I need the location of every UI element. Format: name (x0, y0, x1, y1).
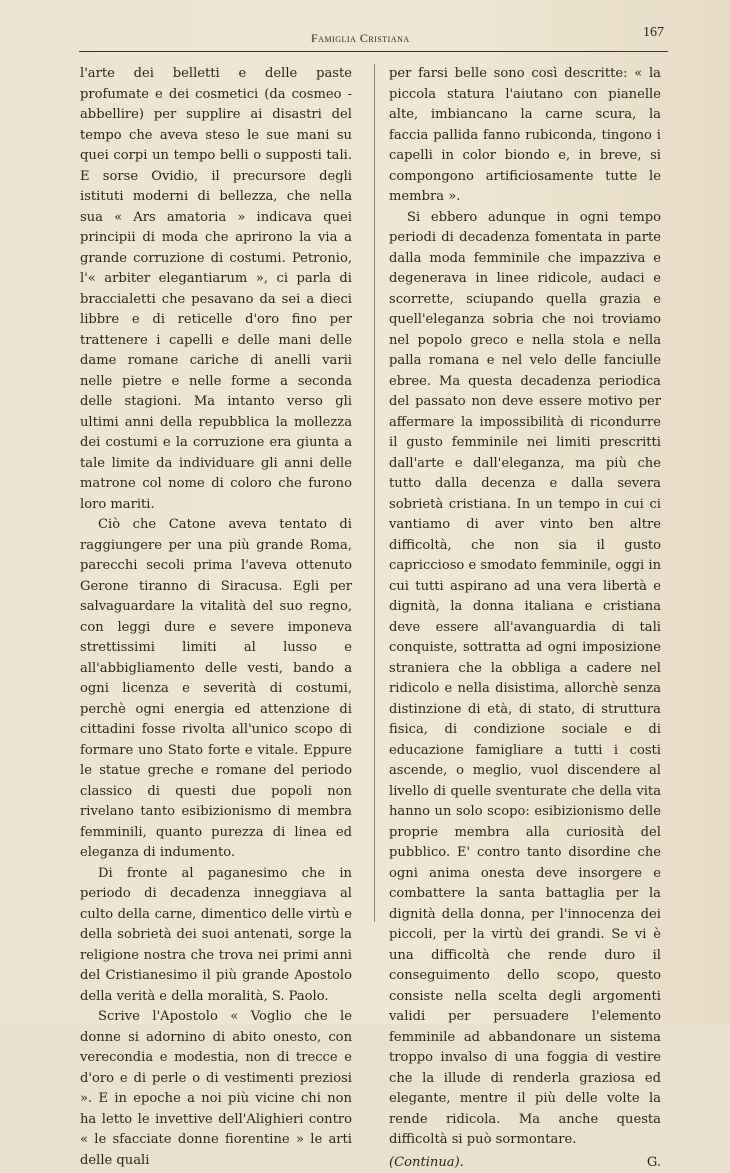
paragraph: Ciò che Catone aveva tentato di raggiungere per una più grande Roma, parecchi secoli prima l'aveva ottenuto Gerone tiranno di Siracusa. Egli per salvaguardare la vitalità del suo regno, con leggi dure e severe imponeva strettissimi limiti al lusso e all'abbigliamento delle vesti, bando a ogni licenza e severità di costumi, perchè ogni energia ed attenzione di cittadini fosse rivolta all'unico scopo di formare uno Stato forte e vitale. Eppure le statue greche e romane del periodo classico di questi due popoli non rivelano tanto esibizionismo di membra femminili, quanto purezza di linea ed eleganza di indumento. (80, 515, 352, 864)
article-footer (389, 1153, 661, 1173)
paragraph: Di fronte al paganesimo che in periodo di decadenza inneggiava al culto della carne, dimentico delle virtù e della sobrietà dei suoi antenati, sorge la religione nostra che trova nei primi anni del Cristianesimo il più grande Apostolo della verità e della moralità, S. Paolo. (80, 864, 352, 1008)
page-number: 167 (643, 25, 664, 41)
paragraph: Si ebbero adunque in ogni tempo periodi di decadenza fomentata in parte dalla moda femminile che impazziva e degenerava in linee ridicole, audaci e scorrette, sciupando quella grazia e quell'eleganza sobria che noi troviamo nel popolo greco e nella stola e nella palla romana e nel velo delle fanciulle ebree. Ma questa decadenza periodica del passato non deve essere motivo per affermare la impossibilità di ricondurre il gusto femminile nei limiti prescritti dall'arte e dall'eleganza, ma più che tutto dalla decenza e dalla severa sobrietà cristiana. In un tempo in cui ci vantiamo di aver vinto ben altre difficoltà, che non sia il gusto capriccioso e smodato femminile, oggi in cui tutti aspirano ad una vera libertà e dignità, la donna italiana e cristiana deve essere all'avanguardia di tali conquiste, sottratta ad ogni imposizione straniera che la obbliga a cadere nel ridicolo e nella disistima, allorchè senza distinzione di età, di stato, di struttura fisica, di condizione sociale e di educazione famigliare a tutti i costi ascende, o meglio, vuol discendere al livello di quelle sventurate che della vita hanno un solo scopo: esibizionismo delle proprie membra alla curiosità del pubblico. E' contro tanto disordine che ogni anima onesta deve insorgere e combattere la santa battaglia per la dignità della donna, per l'innocenza dei piccoli, per la virtù dei grandi. Se vi è una difficoltà che rende duro il conseguimento dello scopo, questo consiste nella scelta degli argomenti validi per persuadere l'elemento femminile ad abbandonare un sistema troppo invalso di una foggia di vestire che la illude di renderla graziosa ed elegante, mentre il più delle volte la rende ridicola. Ma anche questa difficoltà si può sormontare. (389, 208, 661, 1151)
running-title: Famiglia Cristiana (311, 31, 410, 46)
continued-note: (Continua). (389, 1153, 464, 1173)
paragraph: Scrive l'Apostolo « Voglio che le donne si adornino di abito onesto, con verecondia e modestia, non di trecce e d'oro e di perle o di vestimenti preziosi ». E in epoche a noi più vicine chi non ha letto le invettive dell'Alighieri contro « le sfacciate donne fiorentine » le arti delle quali (80, 1007, 352, 1171)
author-signature: G. (647, 1153, 661, 1173)
column-divider (374, 64, 375, 922)
header-rule (79, 51, 668, 52)
left-column (80, 64, 352, 1171)
right-column (389, 64, 661, 1173)
page-header (79, 24, 669, 50)
paragraph: per farsi belle sono così descritte: « la piccola statura l'aiutano con pianelle alte, imbiancano la carne scura, la faccia pallida fanno rubiconda, tingono i capelli in color biondo e, in breve, si compongono artificiosamente tutte le membra ». (389, 64, 661, 208)
paragraph: l'arte dei belletti e delle paste profumate e dei cosmetici (da cosmeo - abbellire) per supplire ai disastri del tempo che aveva steso le sue mani su quei corpi un tempo belli o supposti tali. E sorse Ovidio, il precursore degli istituti moderni di bellezza, che nella sua « Ars amatoria » indicava quei principii di moda che aprirono la via a grande corruzione di costumi. Petronio, l'« arbiter elegantiarum », ci parla di braccialetti che pesavano da sei a dieci libbre e di reticelle d'oro fino per trattenere i capelli e delle mani delle dame romane cariche di anelli varii nelle pietre e nelle forme a seconda delle stagioni. Ma intanto verso gli ultimi anni della repubblica la mollezza dei costumi e la corruzione era giunta a tale limite da individuare gli anni delle matrone col nome di coloro che furono loro mariti. (80, 64, 352, 515)
